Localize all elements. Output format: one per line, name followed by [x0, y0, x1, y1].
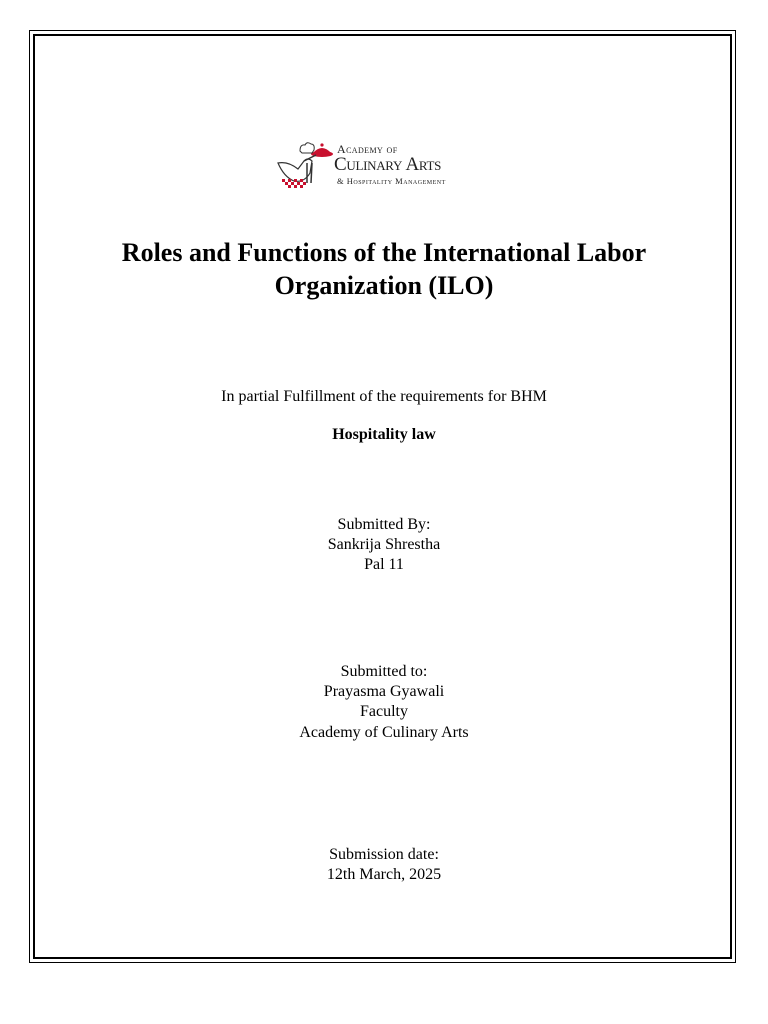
submission-date-label: Submission date:	[329, 846, 439, 863]
logo-line-culinary-arts: Culinary Arts	[334, 154, 442, 175]
submitted-by-label: Submitted By:	[337, 516, 431, 533]
submitted-to-label: Submitted to:	[340, 663, 428, 680]
submitted-to-name: Prayasma Gyawali	[323, 683, 445, 700]
submitted-by-section: Pal 11	[364, 556, 404, 573]
logo-line-hospitality: & Hospitality Management	[337, 176, 446, 186]
academy-logo	[274, 139, 494, 195]
document-title: Roles and Functions of the International Labor Organization (ILO)	[121, 238, 647, 300]
logo-line-academy: Academy of	[337, 142, 398, 156]
subject-name: Hospitality law	[332, 426, 436, 443]
submitted-to-institution: Academy of Culinary Arts	[299, 724, 469, 741]
fulfillment-text: In partial Fulfillment of the requirements for BHM	[221, 388, 547, 405]
submitted-by-name: Sankrija Shrestha	[327, 536, 441, 553]
submitted-to-role: Faculty	[360, 703, 408, 720]
chef-logo-icon	[274, 139, 334, 195]
submission-date: 12th March, 2025	[326, 866, 442, 883]
